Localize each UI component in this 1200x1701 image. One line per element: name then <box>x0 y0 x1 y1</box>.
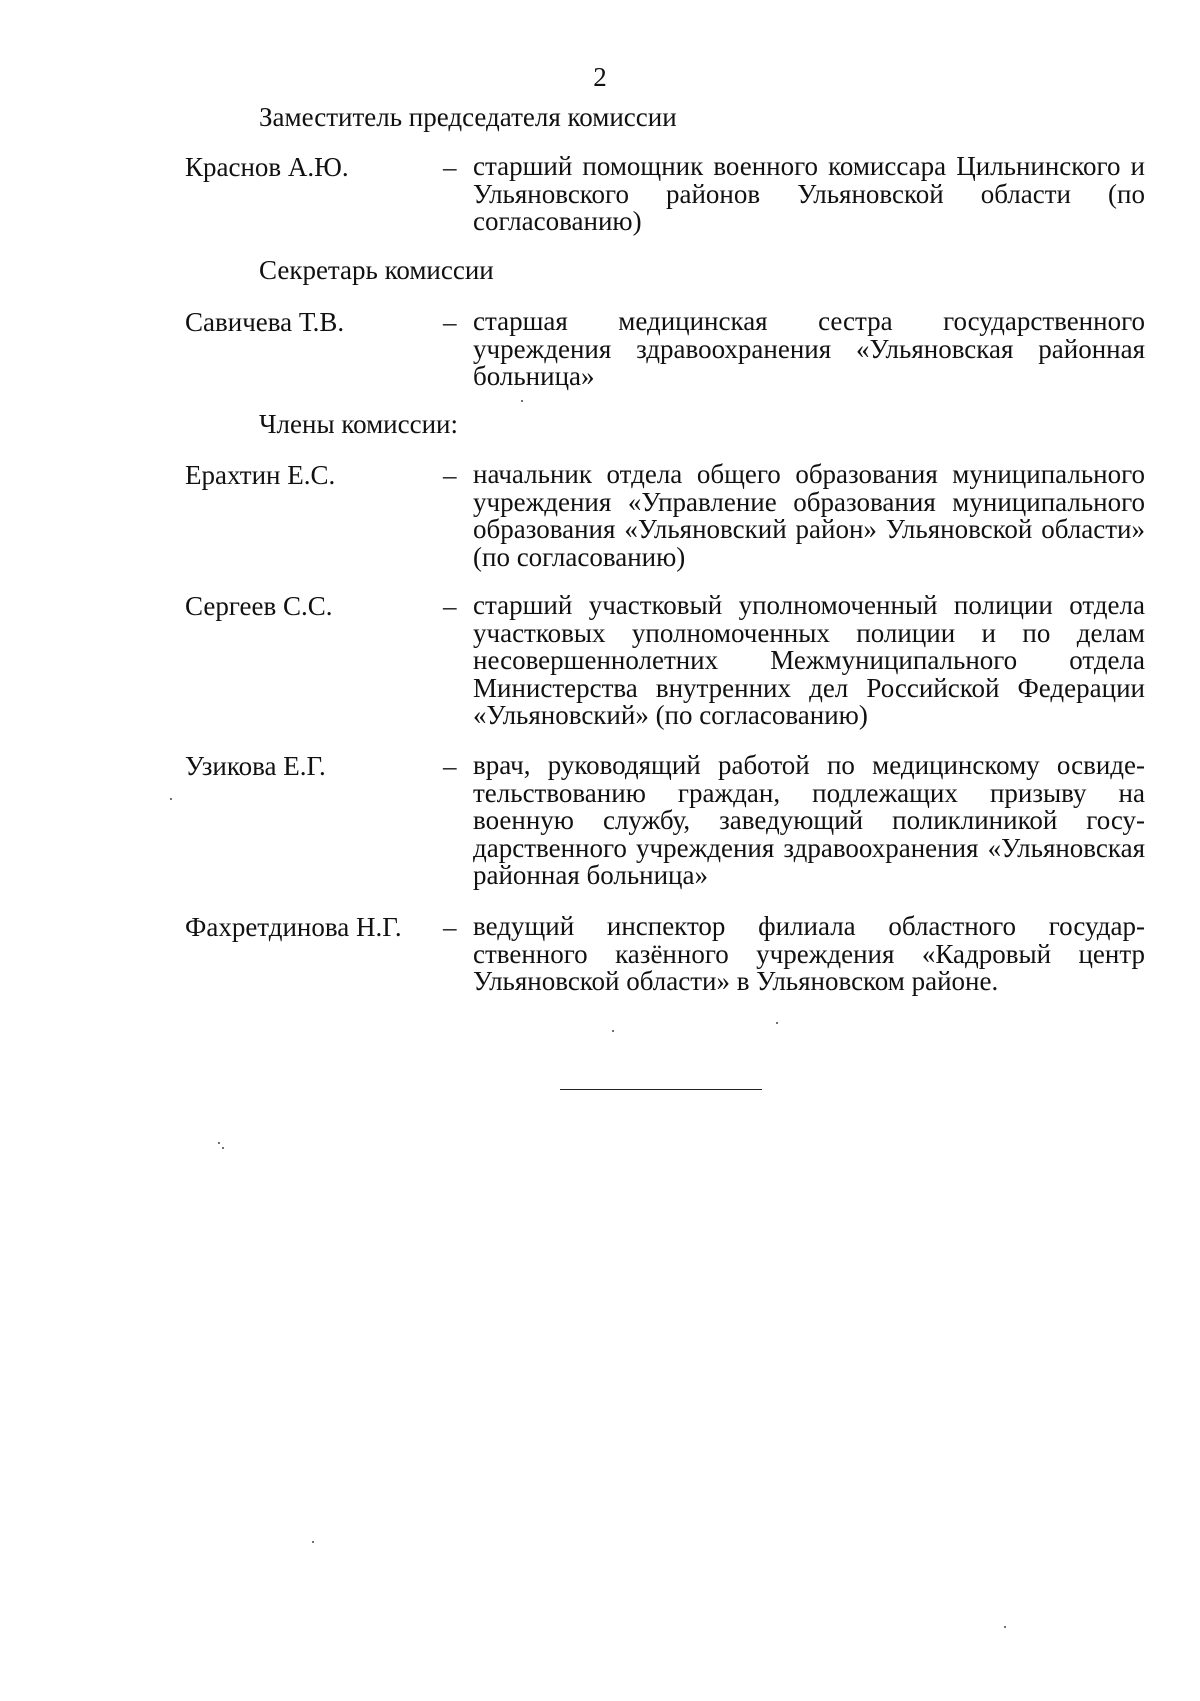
member-dash: – <box>443 912 457 942</box>
member-dash: – <box>443 460 457 490</box>
scan-speck <box>612 1030 614 1032</box>
member-role: ведущий инспектор филиала областного государственного казённого учреждения «Кадровый центр Ульяновской области» в Ульяновском районе. <box>473 911 1145 996</box>
scan-speck <box>521 400 523 402</box>
deputy-chairman-heading: Заместитель председателя комиссии <box>259 102 677 132</box>
scan-speck <box>1004 1626 1006 1628</box>
member-role: старший помощник военного комиссара Цильнинского и Ульяновского районов Ульяновской области (по согласованию) <box>473 151 1145 236</box>
member-name: Савичева Т.В. <box>185 307 345 337</box>
scan-speck <box>312 1541 314 1543</box>
page-number-text: 2 <box>593 62 607 92</box>
page-number <box>0 62 1200 93</box>
member-role: старшая медицинская сестра государственного учреждения здравоохранения «Ульяновская районная больница» <box>473 306 1145 391</box>
member-name: Краснов А.Ю. <box>185 152 349 182</box>
scan-speck <box>222 1147 224 1149</box>
member-name: Узикова Е.Г. <box>185 751 326 781</box>
member-name: Фахретдинова Н.Г. <box>185 912 402 942</box>
member-role: начальник отдела общего образования муниципального учреждения «Управление образования муниципального образования «Ульяновский район» Ульяновской области» (по согласованию) <box>473 459 1145 572</box>
member-name: Сергеев С.С. <box>185 591 333 621</box>
closing-rule <box>560 1089 762 1090</box>
member-role: старший участковый уполномоченный полиции отдела участковых уполномоченных полиции и по делам несовершеннолетних Межмуниципального отдела Министерства внутренних дел Российской Федерации «Ульяновский» (по согласованию) <box>473 590 1145 730</box>
secretary-heading: Секретарь комиссии <box>259 255 494 285</box>
member-dash: – <box>443 591 457 621</box>
member-dash: – <box>443 307 457 337</box>
members-heading: Члены комиссии: <box>259 409 458 439</box>
scan-speck <box>776 1022 778 1024</box>
scan-speck <box>170 798 172 800</box>
member-role: врач, руководящий работой по медицинскому освидетельствованию граждан, подлежащих призыву на военную службу, заведующий поликлиникой государственного учреждения здравоохранения «Ульяновская районная больница» <box>473 750 1145 890</box>
member-dash: – <box>443 751 457 781</box>
member-name: Ерахтин Е.С. <box>185 460 336 490</box>
member-dash: – <box>443 152 457 182</box>
scan-speck <box>218 1142 220 1144</box>
